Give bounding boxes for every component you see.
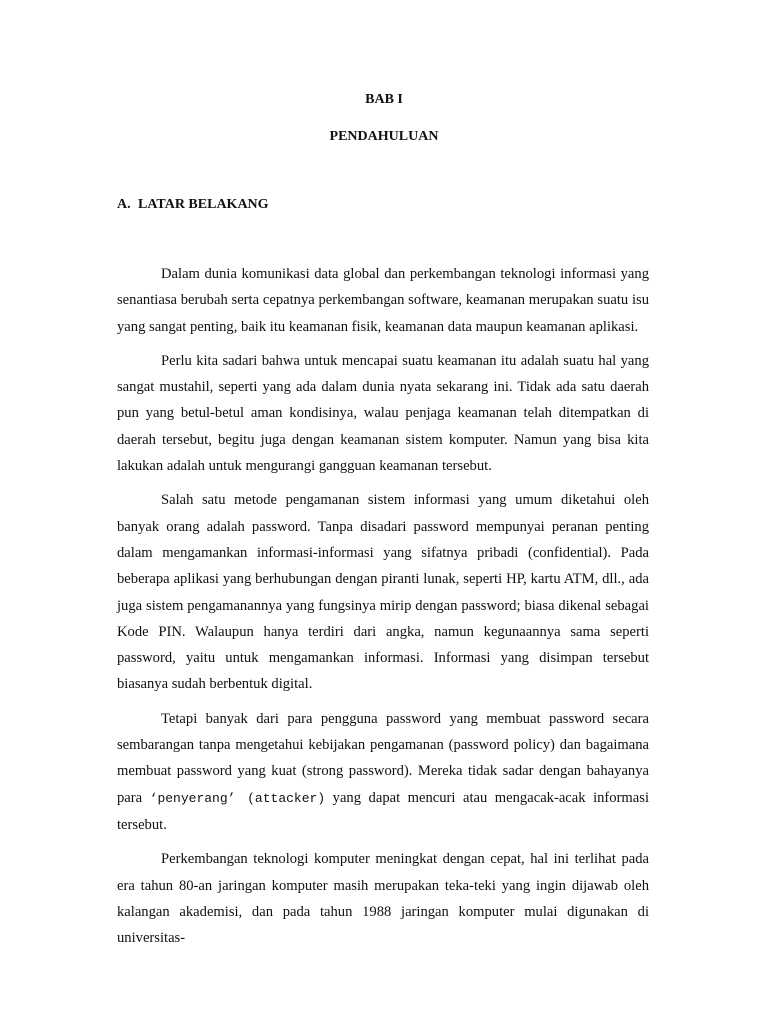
attacker-term: ‘penyerang’ (attacker) — [149, 790, 326, 806]
body-text — [117, 261, 649, 959]
section-heading — [117, 197, 269, 213]
paragraph-4-text-before: Tetapi banyak dari para pengguna password yang membuat password secara sembarangan tanpa mengetahui kebijakan pengamanan (password policy) dan bagaimana membuat password yang kuat (strong password). Mereka tidak sadar dengan bahayanya para — [117, 710, 649, 806]
section-title: LATAR BELAKANG — [138, 197, 269, 212]
paragraph-3: Salah satu metode pengamanan sistem informasi yang umum diketahui oleh banyak orang adalah password. Tanpa disadari password mempunyai peranan penting dalam mengamankan informasi-informasi yang sifatnya pribadi (confidential). Pada beberapa aplikasi yang berhubungan dengan piranti lunak, seperti HP, kartu ATM, dll., ada juga sistem pengamanannya yang fungsinya mirip dengan password; biasa dikenal sebagai Kode PIN. Walaupun hanya terdiri dari angka, namun kegunaannya sama seperti password, yaitu untuk mengamankan informasi. Informasi yang disimpan tersebut biasanya sudah berbentuk digital. — [117, 492, 649, 693]
paragraph-4-text-after: yang dapat mencuri atau mengacak-acak informasi tersebut. — [117, 789, 649, 833]
chapter-title: PENDAHULUAN — [329, 129, 439, 144]
paragraph-1: Dalam dunia komunikasi data global dan perkembangan teknologi informasi yang senantiasa berubah serta cepatnya perkembangan software, keamanan merupakan suatu isu yang sangat penting, baik itu keamanan fisik, keamanan data maupun keamanan aplikasi. — [117, 266, 649, 335]
paragraph-4 — [117, 706, 649, 838]
chapter-number: BAB I — [365, 92, 403, 107]
section-letter: A. — [117, 197, 131, 212]
paragraph-2: Perlu kita sadari bahwa untuk mencapai suatu keamanan itu adalah suatu hal yang sangat mustahil, seperti yang ada dalam dunia nyata sekarang ini. Tidak ada satu daerah pun yang betul-betul aman kondisinya, walau penjaga keamanan telah ditempatkan di daerah tersebut, begitu juga dengan keamanan sistem komputer. Namun yang bisa kita lakukan adalah untuk mengurangi gangguan keamanan tersebut. — [117, 352, 649, 475]
paragraph-5: Perkembangan teknologi komputer meningkat dengan cepat, hal ini terlihat pada era tahun 80-an jaringan komputer masih merupakan teka-teki yang ingin dijawab oleh kalangan akademisi, dan pada tahun 1988 jaringan komputer mulai digunakan di universitas- — [117, 851, 649, 947]
